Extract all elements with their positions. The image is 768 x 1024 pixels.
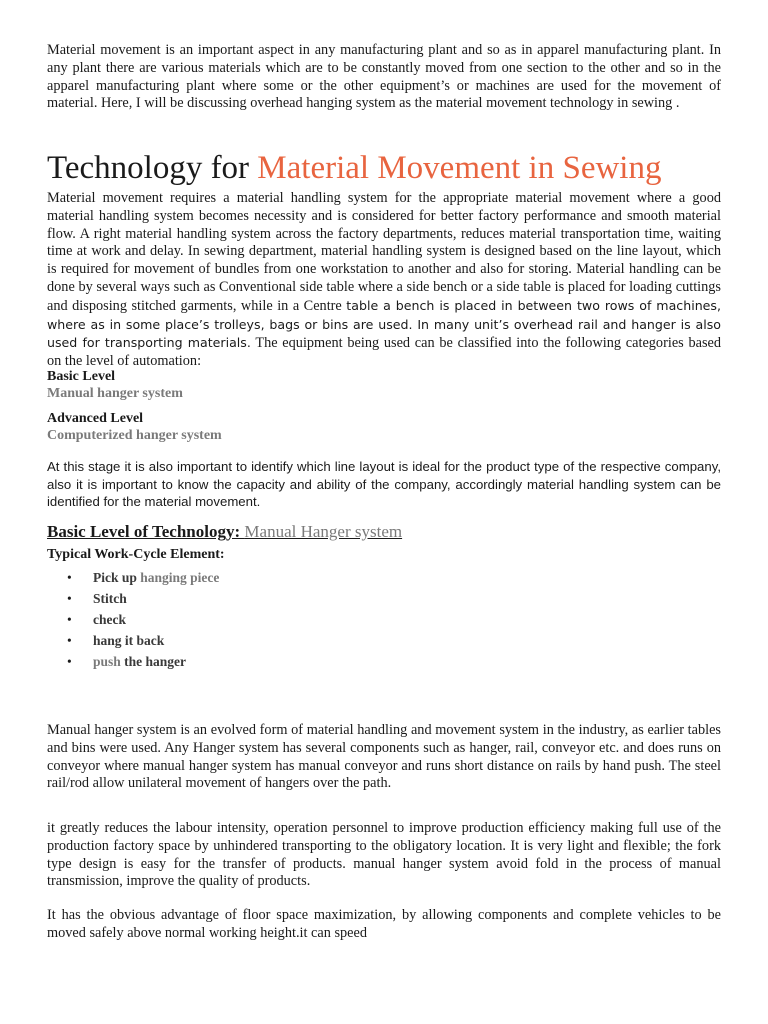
intro-paragraph: Material movement is an important aspect in any manufacturing plant and so as in apparel manufacturing plant. In any plant there are various materials which are to be constantly moved from one section to the other and so in the apparel manufacturing plant where some or the other equipment’s or machines are used for the movement of material. Here, I will be discussing overhead hanging system as the material movement technology in sewing . (47, 42, 721, 112)
basic-level-value: Manual hanger system (47, 386, 183, 401)
bullet-icon: • (67, 591, 72, 606)
work-cycle-list (47, 568, 219, 673)
title-prefix: Technology for (47, 150, 258, 186)
line-layout-paragraph: At this stage it is also important to identify which line layout is ideal for the product type of the respective company, also it is important to know the capacity and ability of the company, accordingly material handling system can be identified for the material movement. (47, 459, 721, 510)
bullet-icon: • (67, 654, 72, 669)
bullet-icon: • (67, 633, 72, 648)
para1-part-c: The equipment being used can be classified into the following categories based on the level of automation: (47, 335, 722, 370)
bullet-icon: • (67, 612, 72, 627)
advanced-level-value: Computerized hanger system (47, 428, 222, 443)
title-accent: Material Movement in Sewing (257, 150, 662, 186)
advanced-level-label: Advanced Level (47, 411, 144, 426)
manual-hanger-paragraph: Manual hanger system is an evolved form of material handling and movement system in the industry, as earlier tables and bins were used. Any Hanger system has several components such as hanger, rail, conveyor etc. and does runs on conveyor where manual hanger system has manual conveyor and runs short distance on rails by hand push. The steel rail/rod allow unilateral movement of hangers over the path. (47, 722, 721, 792)
list-item: • check (67, 612, 126, 627)
section-heading (47, 521, 402, 543)
list-item: • Stitch (67, 591, 127, 606)
labour-intensity-paragraph: it greatly reduces the labour intensity, operation personnel to improve production efficiency making full use of the production factory space by unhindered transporting to the obligatory location. It is very light and flexible; the fork type design is easy for the transfer of products. manual hanger system avoid fold in the process of manual transmission, improve the quality of products. (47, 820, 721, 890)
basic-level-label: Basic Level (47, 369, 116, 384)
list-item: • push the hanger (67, 654, 187, 669)
floor-space-paragraph: It has the obvious advantage of floor space maximization, by allowing components and complete vehicles to be moved safely above normal working height.it can speed (47, 907, 721, 941)
page-title (47, 148, 747, 188)
section-heading-bold: Basic Level of Technology: (47, 522, 245, 541)
para1-part-a: Material movement requires a material handling system for the appropriate material movement where a good material handling system becomes necessity and is considered for better factory performance and smooth material flow. A right material handling system across the factory departments, reduces material transportation time, waiting time at work and delay. In sewing department, material handling system is designed based on the line layout, which is required for movement of bundles from one workstation to another and also for storing. Material handling can be done by several ways such as Conventional side table where a side bench or a side table is placed for loading cuttings and disposing stitched garments, while in a Centre (47, 190, 721, 314)
section-heading-grey: Manual Hanger system (244, 522, 403, 541)
list-item: • hang it back (67, 633, 165, 648)
material-movement-paragraph (47, 190, 721, 371)
bullet-icon: • (67, 570, 72, 585)
work-cycle-title: Typical Work-Cycle Element: (47, 547, 225, 562)
list-item: • Pick up hanging piece (67, 570, 220, 585)
para1-part-b: table a bench is placed in between two rows of machines, where as in some place’s trolleys, bags or bins are used. In many unit’s overhead rail and hanger is also used for transporting materials. (47, 297, 721, 351)
